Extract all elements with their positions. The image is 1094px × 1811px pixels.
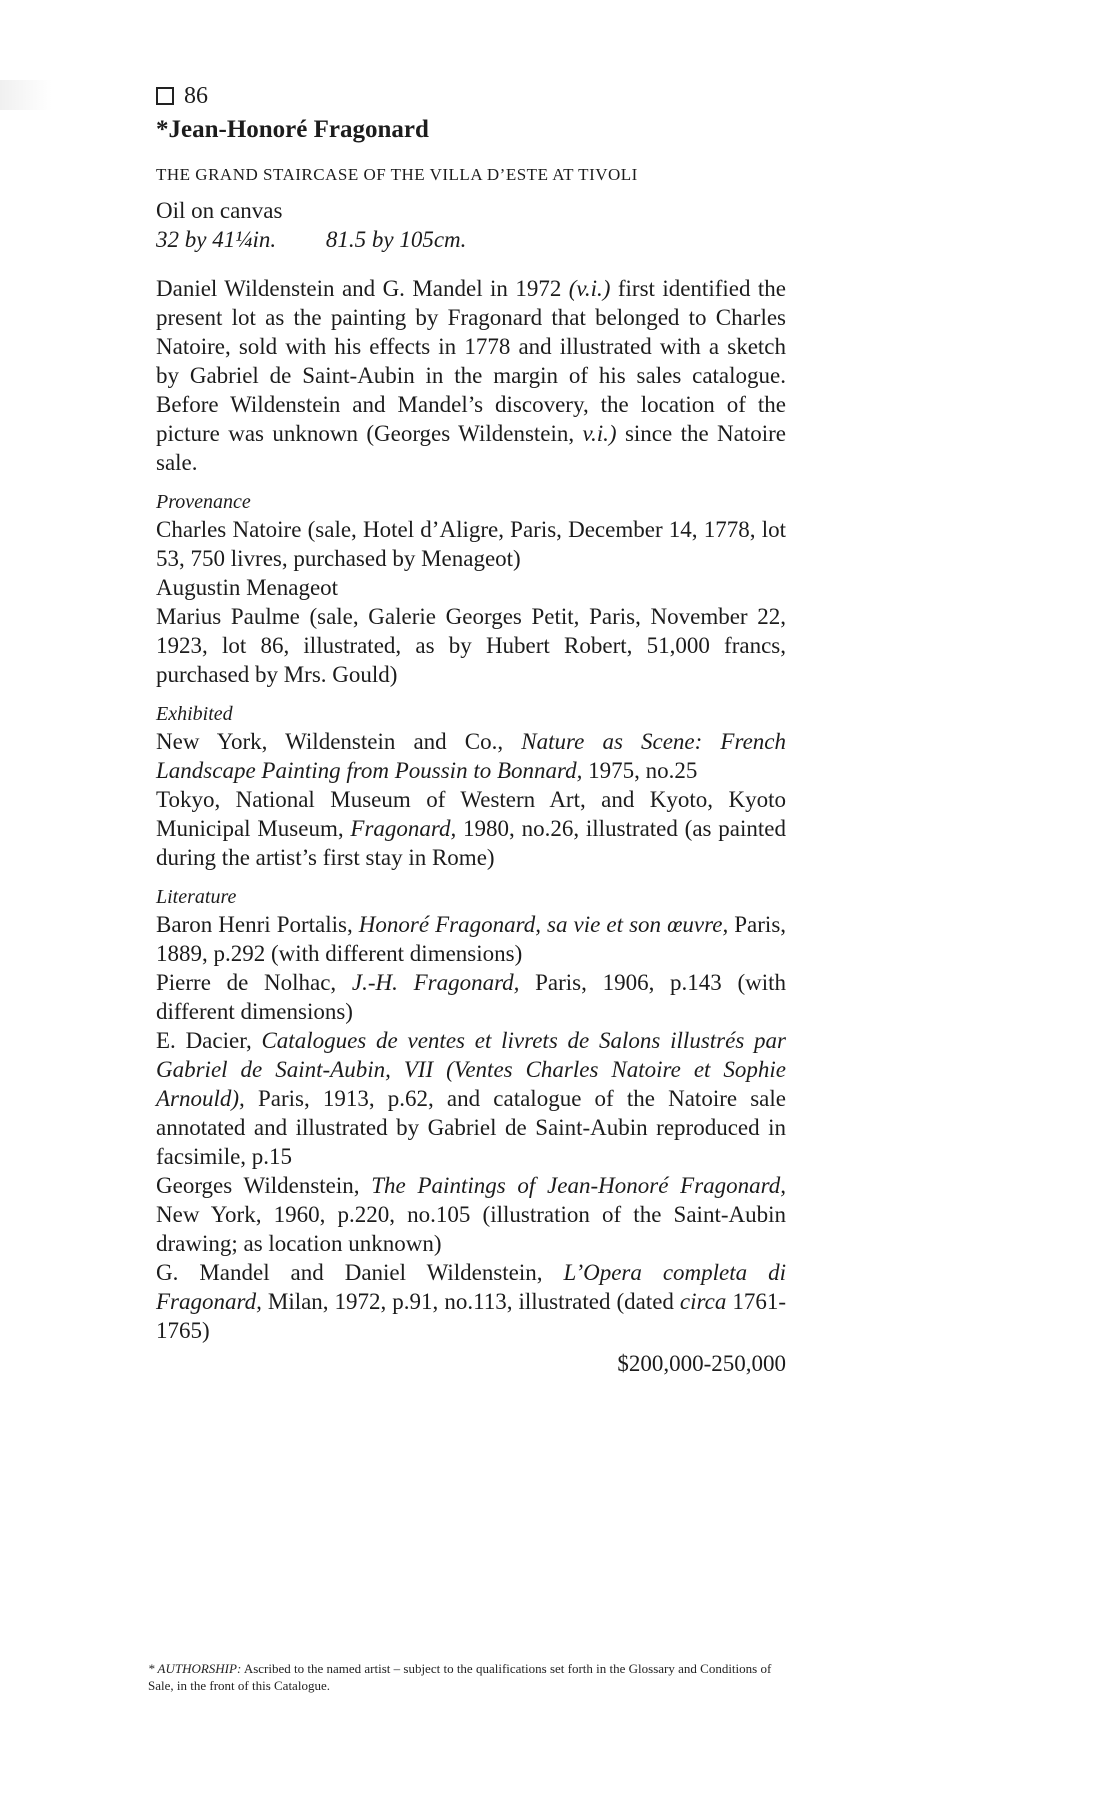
- italic-text: L’Opera completa di Fragonard,: [156, 1260, 786, 1314]
- text-run: 1975, no.25: [582, 758, 698, 783]
- text-run: Baron Henri Portalis,: [156, 912, 359, 937]
- text-run: Tokyo, National Museum of Western Art, and Kyoto, Kyoto Municipal Museum,: [156, 787, 786, 841]
- section-entry: [156, 727, 786, 785]
- artist-name: *Jean-Honoré Fragonard: [156, 116, 429, 143]
- section-entry: [156, 910, 786, 968]
- text-run: Charles Natoire (sale, Hotel d’Aligre, Paris, December 14, 1778, lot 53, 750 livres, purchased by Menageot): [156, 517, 786, 571]
- text-run: first identified the present lot as the painting by Fragonard that belonged to Charles Natoire, sold with his effects in 1778 and illustrated with a sketch by Gabriel de Saint-Aubin in the margin of his sales catalogue. Before Wildenstein and Mandel’s discovery, the location of the picture was unknown (Georges Wildenstein,: [156, 276, 786, 446]
- text-run: Daniel Wildenstein and G. Mandel in 1972: [156, 276, 569, 301]
- lot-number: 86: [184, 83, 208, 109]
- section-heading-literature: Literature: [156, 886, 237, 908]
- italic-text: Catalogues de ventes et livrets de Salons illustrés par Gabriel de Saint-Aubin, VII (Ventes Charles Natoire et Sophie Arnould),: [156, 1028, 786, 1111]
- text-run: Paris, 1913, p.62, and catalogue of the Natoire sale annotated and illustrated by Gabriel de Saint-Aubin reproduced in facsimile, p.15: [156, 1086, 786, 1169]
- italic-text: (v.i.): [568, 276, 611, 301]
- text-run: New York, Wildenstein and Co.,: [156, 729, 522, 754]
- italic-text: Nature as Scene: French Landscape Painting from Poussin to Bonnard,: [156, 729, 786, 783]
- scan-smudge: [0, 80, 52, 110]
- footnote-text: Ascribed to the named artist – subject to the qualifications set forth in the Glossary and Conditions of Sale, in the front of this Catalogue.: [148, 1661, 772, 1693]
- footnote: [148, 1660, 783, 1694]
- section-entry: [156, 602, 786, 689]
- dimensions-imperial: 32 by 41¼in.: [156, 227, 277, 252]
- italic-text: Honoré Fragonard, sa vie et son œuvre,: [358, 912, 729, 937]
- text-run: Augustin Menageot: [156, 575, 339, 600]
- text-run: Paris, 1889, p.292 (with different dimensions): [156, 912, 787, 966]
- section-heading-exhibited: Exhibited: [156, 703, 233, 725]
- text-run: Milan, 1972, p.91, no.113, illustrated (dated: [261, 1289, 680, 1314]
- text-run: Paris, 1906, p.143 (with different dimensions): [156, 970, 787, 1024]
- artwork-title: THE GRAND STAIRCASE OF THE VILLA D’ESTE AT TIVOLI: [156, 165, 638, 184]
- catalogue-entry: [156, 82, 786, 1378]
- italic-text: v.i.): [582, 421, 617, 446]
- section-entry: [156, 1026, 786, 1171]
- section-heading-provenance: Provenance: [156, 491, 251, 513]
- italic-text: J.-H. Fragonard,: [351, 970, 520, 995]
- text-run: G. Mandel and Daniel Wildenstein,: [156, 1260, 564, 1285]
- italic-text: Fragonard,: [350, 816, 457, 841]
- sections: [156, 489, 786, 1345]
- intro-paragraph: [156, 274, 786, 477]
- text-run: New York, 1960, p.220, no.105 (illustration of the Saint-Aubin drawing; as location unknown): [156, 1202, 786, 1256]
- section-entry: [156, 1258, 786, 1345]
- section-entry: [156, 573, 786, 602]
- lot-checkbox[interactable]: [156, 87, 174, 105]
- italic-text: circa: [679, 1289, 727, 1314]
- section-entry: [156, 515, 786, 573]
- text-run: 1761-1765): [156, 1289, 786, 1343]
- medium: Oil on canvas: [156, 198, 283, 223]
- lot-line: [156, 82, 786, 110]
- text-run: Georges Wildenstein,: [156, 1173, 372, 1198]
- text-run: 1980, no.26, illustrated (as painted during the artist’s first stay in Rome): [156, 816, 786, 870]
- section-entry: [156, 1171, 786, 1258]
- section-entry: [156, 968, 786, 1026]
- dimensions-metric: 81.5 by 105cm.: [325, 227, 467, 252]
- section-entry: [156, 785, 786, 872]
- text-run: Pierre de Nolhac,: [156, 970, 352, 995]
- text-run: E. Dacier,: [156, 1028, 262, 1053]
- estimate: $200,000-250,000: [617, 1351, 786, 1376]
- italic-text: The Paintings of Jean-Honoré Fragonard,: [371, 1173, 786, 1198]
- dimensions: [156, 225, 786, 254]
- text-run: since the Natoire sale.: [156, 421, 787, 475]
- text-run: Marius Paulme (sale, Galerie Georges Petit, Paris, November 22, 1923, lot 86, illustrated, as by Hubert Robert, 51,000 francs, purchased by Mrs. Gould): [156, 604, 786, 687]
- footnote-lead: * AUTHORSHIP:: [148, 1661, 242, 1676]
